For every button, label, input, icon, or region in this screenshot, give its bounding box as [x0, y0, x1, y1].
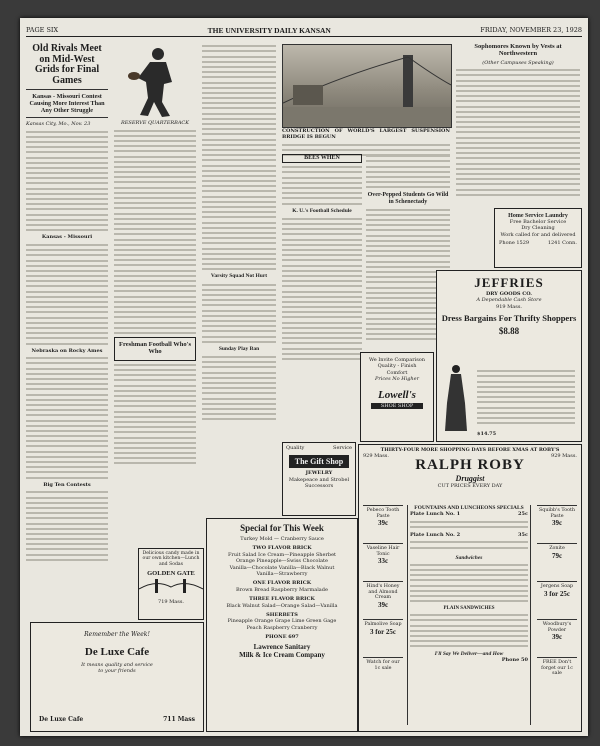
- special-item7: Black Walnut Salad—Orange Salad—Vanilla: [226, 602, 338, 609]
- gift-left: Quality: [286, 445, 305, 451]
- gift-line2: Successors: [304, 483, 334, 490]
- roby-special-item: [537, 505, 577, 543]
- special-item6: Brown Bread Raspberry Marmalade: [236, 586, 328, 593]
- roby-left-specials: [363, 505, 403, 695]
- football-player-illustration: [114, 42, 196, 120]
- section-kansas-missouri: Kansas - Missouri: [41, 234, 93, 241]
- roby-lunch2: Plate Lunch No. 2: [410, 531, 461, 538]
- issue-date: FRIDAY, NOVEMBER 23, 1928: [480, 26, 582, 34]
- headline-sophomores: Sophomores Known by Vests at Northwestern: [474, 43, 562, 57]
- roby-banner: THIRTY-FOUR MORE SHOPPING DAYS BEFORE XMAS AT ROBY'S: [380, 447, 560, 453]
- section-nebraska: Nebraska on Rocky Ames: [31, 347, 103, 354]
- roby-right-specials: [537, 505, 577, 695]
- roby-special-name: FREE Don't forget our 1c sale: [541, 660, 573, 677]
- roby-fountain-section: [407, 505, 531, 725]
- gift-shop-ad: [282, 442, 356, 516]
- gift-right: Service: [333, 445, 352, 451]
- roby-special-name: Pebeco Tooth Paste: [366, 508, 400, 519]
- golden-address: 719 Mass.: [158, 599, 184, 606]
- column-5: [456, 42, 580, 199]
- special-item8: Pineapple Orange Grape Lime Green Gage: [227, 618, 337, 625]
- jeffries-price: $8.88: [498, 326, 520, 337]
- lowell-line4: Prices No Higher: [375, 376, 419, 383]
- headline-old-rivals: Old Rivals Meet on Mid-West Grids for Final Games: [32, 43, 102, 86]
- roby-lunch1: Plate Lunch No. 1: [410, 511, 461, 517]
- gift-line1: Makepeace and Strobel: [288, 476, 350, 483]
- photo-caption-quarterback: RESERVE QUARTERBACK: [121, 120, 189, 126]
- special-item4: Vanilla—Chocolate Vanilla—Black Walnut: [229, 564, 335, 571]
- roby-special-name: Jergens Soap: [540, 584, 574, 589]
- roby-name: RALPH ROBY: [415, 457, 525, 474]
- special-phone: PHONE 697: [265, 634, 299, 641]
- bridge-construction-photo: [282, 44, 452, 128]
- jeffries-sub: DRY GOODS CO.: [485, 291, 533, 297]
- lowell-line1: We Invite Comparison: [368, 357, 425, 363]
- cafe-tag1: It means quality and service: [81, 662, 153, 668]
- column-1: [26, 42, 108, 564]
- heading-sunday-play: Sunday Play Ban: [218, 345, 260, 352]
- laundry-line1: Free Bachelor Service: [509, 219, 567, 225]
- heading-schedule: K. U.'s Football Schedule: [292, 207, 352, 214]
- column-3: [202, 42, 276, 424]
- freshman-box: [114, 337, 196, 361]
- special-item5: Vanilla—Strawberry: [256, 571, 308, 578]
- column-4a: [282, 152, 362, 363]
- special-company-2: Milk & Ice Cream Company: [239, 650, 325, 659]
- roby-role: Druggist: [455, 474, 485, 484]
- laundry-phone: Phone 1529: [499, 240, 530, 247]
- cafe-foot-right: 711 Mass: [163, 716, 195, 723]
- roby-sandwiches: Sandwiches: [455, 554, 483, 561]
- roby-special-name: Zonite: [549, 546, 565, 551]
- golden-text: Delicious candy made in our own kitchen—Lunch and Sodas: [142, 551, 200, 567]
- cafe-tag2: to your friends: [98, 668, 136, 675]
- lowell-line2: Quality - Finish: [377, 363, 417, 370]
- newspaper-page: [20, 18, 588, 736]
- ralph-roby-ad: [358, 444, 582, 732]
- roby-special-price: 39c: [551, 519, 563, 528]
- roby-special-item: [363, 581, 403, 619]
- jeffries-tag: A Dependable Cash Store: [476, 297, 542, 304]
- golden-gate-bridge-icon: [139, 577, 203, 595]
- jeffries-address: 919 Mass.: [496, 303, 522, 310]
- roby-tag: CUT PRICES EVERY DAY: [437, 483, 503, 490]
- roby-special-item: [537, 619, 577, 657]
- newspaper-title: THE UNIVERSITY DAILY KANSAN: [207, 25, 331, 35]
- jeffries-ad: [436, 270, 582, 442]
- gift-sub: JEWELRY: [305, 470, 333, 477]
- roby-special-name: Squibb's Tooth Paste: [538, 508, 576, 519]
- heading-varsity-squad: Varsity Squad Not Hurt: [210, 273, 268, 280]
- cafe-foot-left: De Luxe Cafe: [39, 716, 84, 723]
- roby-deliver: I'll Say We Deliver—and How: [434, 651, 504, 658]
- roby-special-name: Vaseline Hair Tonic: [366, 546, 400, 557]
- heading-bees: BEES WHEN: [282, 154, 362, 163]
- cafe-name: De Luxe Cafe: [84, 646, 150, 658]
- roby-special-price: 39c: [377, 600, 389, 609]
- laundry-title: Home Service Laundry: [508, 213, 568, 219]
- dateline: Kansas City, Mo., Nov. 23: [26, 121, 91, 127]
- special-company: Lawrence Sanitary: [253, 642, 311, 651]
- roby-special-item: [363, 543, 403, 581]
- roby-special-name: Hind's Honey and Almond Cream: [366, 584, 400, 601]
- roby-special-price: 39c: [551, 633, 563, 642]
- special-h5: SHERBETS: [266, 612, 298, 619]
- lowells-ad: [360, 352, 434, 442]
- heading-freshman-football: Freshman Football Who's Who: [119, 341, 191, 355]
- heading-over-pepped: Over-Pepped Students Go Wild in Schenectady: [367, 191, 449, 205]
- roby-fountain-title: FOUNTAINS AND LUNCHEONS SPECIALS: [414, 505, 524, 511]
- special-item1: Turkey Mold — Cranberry Sauce: [240, 536, 324, 542]
- roby-addr-left: 929 Mass.: [363, 453, 389, 459]
- roby-special-name: Palmolive Soap: [364, 622, 402, 627]
- jeffries-name: JEFFRIES: [474, 275, 544, 290]
- lowell-line3: Comfort: [386, 369, 408, 376]
- special-item3: Orange Pineapple—Swiss Chocolate: [236, 558, 328, 565]
- lowell-name: Lowell's: [378, 388, 416, 401]
- special-h4: THREE FLAVOR BRICK: [249, 596, 315, 603]
- lowell-tag: SHOE SHOP: [371, 403, 423, 409]
- page-number: PAGE SIX: [26, 26, 59, 34]
- golden-gate-ad: [138, 548, 204, 620]
- special-week-ad: [206, 518, 358, 732]
- roby-special-price: 33c: [377, 557, 389, 566]
- roby-special-price: 39c: [377, 519, 389, 528]
- cafe-remember: Remember the Week!: [84, 631, 150, 638]
- roby-phone: Phone 50: [501, 657, 528, 664]
- special-h2: TWO FLAVOR BRICK: [252, 545, 312, 552]
- roby-special-item: [537, 543, 577, 581]
- jeffries-price-2: $14.75: [477, 430, 497, 437]
- roby-special-price: 3 for 25c: [544, 589, 570, 598]
- special-item9: Peach Raspberry Cranberry: [246, 624, 318, 631]
- jeffries-headline: Dress Bargains For Thrifty Shoppers: [441, 313, 577, 324]
- laundry-address: 1241 Conn.: [547, 240, 577, 247]
- dress-illustration: [441, 363, 471, 435]
- roby-special-name: Watch for our 1c sale: [366, 660, 400, 671]
- roby-special-price: 3 for 25c: [370, 627, 396, 636]
- roby-special-price: 79c: [551, 551, 563, 560]
- roby-special-item: [363, 657, 403, 695]
- subhead-campuses: (Other Campuses Speaking): [482, 59, 554, 66]
- roby-addr-right: 929 Mass.: [551, 453, 577, 459]
- roby-special-item: [537, 581, 577, 619]
- roby-special-item: [363, 505, 403, 543]
- special-title: Special for This Week: [240, 523, 324, 533]
- gift-name: The Gift Shop: [289, 455, 349, 468]
- special-item2: Fruit Salad Ice Cream—Pineapple Sherbet: [227, 551, 337, 558]
- bridge-caption: CONSTRUCTION OF WORLD'S LARGEST SUSPENSION BRIDGE IS BEGUN: [282, 128, 450, 141]
- roby-special-item: [363, 619, 403, 657]
- special-h3: ONE FLAVOR BRICK: [252, 580, 312, 587]
- roby-lunch1-price: 25c: [517, 511, 528, 517]
- masthead: [26, 24, 582, 37]
- de-luxe-cafe-ad: [30, 622, 204, 732]
- roby-special-item: [537, 657, 577, 695]
- golden-name: GOLDEN GATE: [147, 570, 195, 578]
- laundry-ad: [494, 208, 582, 268]
- column-2: [114, 42, 196, 468]
- section-big-ten: Big Ten Contests: [43, 481, 91, 488]
- laundry-line3: Work called for and delivered: [500, 231, 576, 238]
- roby-plain: PLAIN SANDWICHES: [443, 606, 495, 612]
- roby-lunch2-price: 35c: [517, 531, 528, 538]
- laundry-line2: Dry Cleaning: [521, 225, 555, 232]
- roby-special-name: Woodbury's Powder: [542, 622, 572, 633]
- subhead-kansas-missouri: Kansas - Missouri Contest Causing More Interest Than Any Other Struggle: [29, 93, 105, 114]
